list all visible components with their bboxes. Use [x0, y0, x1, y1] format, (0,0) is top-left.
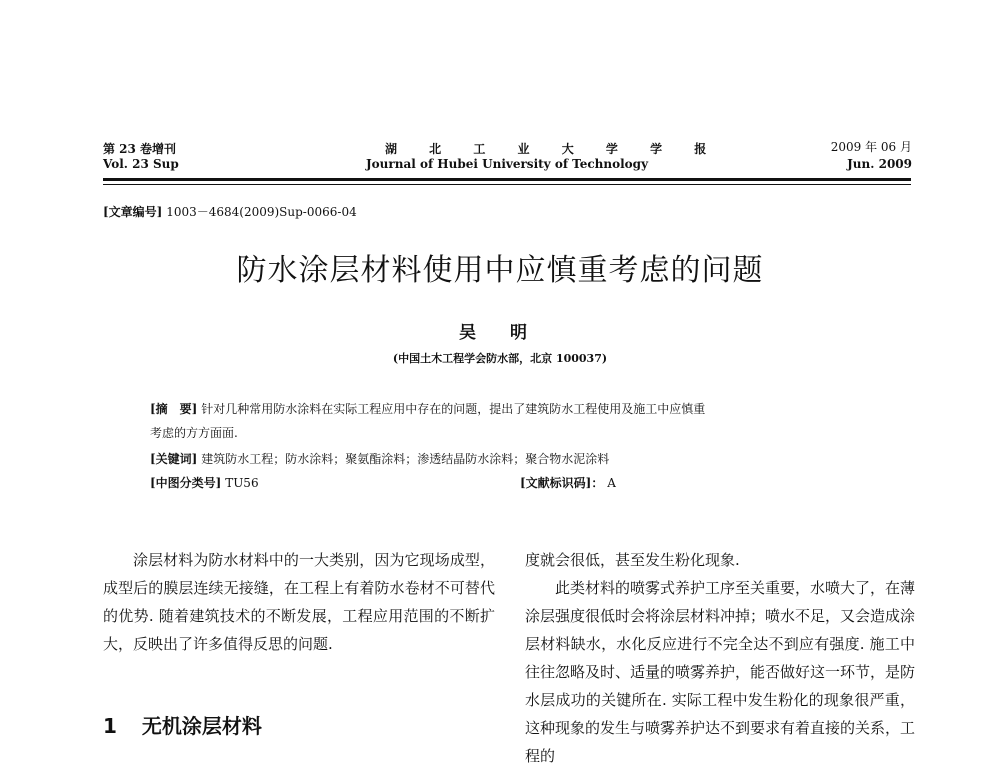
article-id [103, 203, 357, 220]
section-title: 无机涂层材料 [141, 714, 262, 738]
journal-name-cn: 湖 北 工 业 大 学 学 报 [385, 142, 721, 156]
abstract-line-2: 考虑的方方面面. [150, 426, 238, 440]
right-paragraph-2: 此类材料的喷雾式养护工序至关重要，水喷大了，在薄涂层强度很低时会将涂层材料冲掉；喷水不足，又会造成涂层材料缺水，水化反应进行不完全达不到应有强度. 施工中往往忽略及时、适量的喷雾养护，能否做好这一环节，是防水层成功的关键所在. 实际工程中发生粉化的现象很严重，这种现象的发生与喷雾养护达不到要求有着直接的关系，工程的 [525, 579, 916, 765]
right-paragraph-1: 度就会很低，甚至发生粉化现象. [525, 551, 740, 569]
article-id-label: [文章编号] [103, 205, 163, 219]
header-rule-thick [103, 178, 911, 181]
affiliation: (中国土木工程学会防水部，北京 100037) [392, 352, 608, 365]
paper-title: 防水涂层材料使用中应慎重考虑的问题 [236, 253, 764, 288]
keywords-label: [关键词] [150, 452, 198, 466]
abstract-text-1: 针对几种常用防水涂料在实际工程应用中存在的问题，提出了建筑防水工程使用及施工中应慎重 [201, 402, 706, 416]
document-code [520, 474, 616, 491]
section-number: 1 [103, 714, 117, 738]
journal-name-en: Journal of Hubei University of Technology [366, 157, 649, 171]
intro-paragraph: 涂层材料为防水材料中的一大类别，因为它现场成型，成型后的膜层连续无接缝，在工程上有着防水卷材不可替代的优势. 随着建筑技术的不断发展，工程应用范围的不断扩大，反映出了许多值得反思的问题. [103, 551, 495, 653]
volume-cn: 第 23 卷增刊 [103, 142, 177, 156]
left-column [103, 546, 495, 658]
author: 吴 明 [459, 323, 541, 343]
clc-number [150, 474, 259, 491]
abstract-line-1 [150, 400, 705, 417]
clc-value: TU56 [225, 476, 259, 490]
keywords-value: 建筑防水工程；防水涂料；聚氨酯涂料；渗透结晶防水涂料；聚合物水泥涂料 [201, 452, 610, 466]
section-heading [103, 710, 262, 739]
right-column [525, 546, 915, 770]
clc-label: [中图分类号] [150, 476, 222, 490]
date-cn: 2009 年 06 月 [830, 140, 912, 154]
article-id-value: 1003－4684(2009)Sup-0066-04 [166, 205, 357, 219]
volume-en: Vol. 23 Sup [103, 157, 179, 171]
doc-code-value: A [607, 476, 616, 490]
doc-code-label: [文献标识码]： [520, 476, 604, 490]
date-en: Jun. 2009 [847, 157, 912, 171]
abstract-label: [摘 要] [150, 402, 198, 416]
header-rule-thin [103, 184, 911, 185]
keywords [150, 450, 609, 467]
